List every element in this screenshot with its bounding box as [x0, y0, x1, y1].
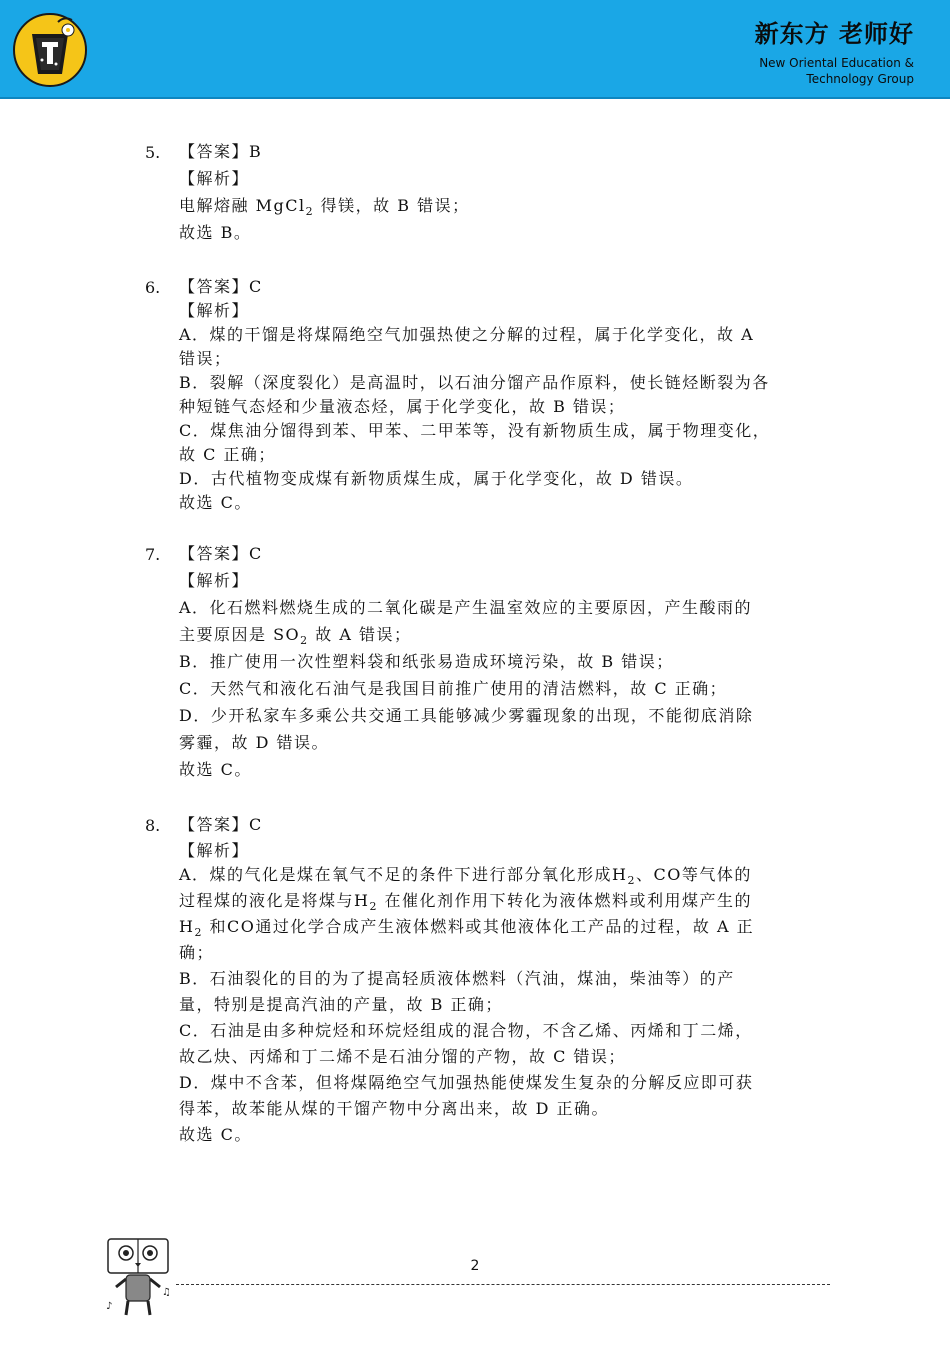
text-run: 故选 C。: [179, 493, 252, 512]
text-run: 确；: [179, 943, 215, 962]
brand-block: [755, 14, 914, 87]
text-run: 故选 C。: [179, 760, 252, 779]
analysis-line: [179, 419, 770, 443]
analysis-line: [179, 194, 470, 224]
analysis-label: 【解析】: [179, 301, 250, 320]
text-run: H: [179, 917, 195, 936]
analysis-line: [179, 677, 727, 701]
question-number: 8.: [145, 816, 161, 835]
new-oriental-logo-icon: [12, 12, 88, 88]
text-run: B．推广使用一次性塑料袋和纸张易造成环境污染，故 B 错误；: [179, 652, 674, 671]
text-run: B．裂解（深度裂化）是高温时，以石油分馏产品作原料，使长链烃断裂为各: [179, 373, 770, 392]
analysis-line: [179, 491, 252, 515]
analysis-label: 【解析】: [179, 571, 250, 590]
text-run: 雾霾，故 D 错误。: [179, 733, 330, 752]
analysis-label: 【解析】: [179, 169, 250, 188]
svg-text:♫: ♫: [162, 1287, 171, 1298]
text-run: 种短链气态烃和少量液态烃，属于化学变化，故 B 错误；: [179, 397, 626, 416]
text-run: D．少开私家车多乘公共交通工具能够减少雾霾现象的出现，不能彻底消除: [179, 706, 754, 725]
text-run: 得镁，故 B 错误；: [314, 196, 470, 215]
text-run: 、CO等气体的: [636, 865, 752, 884]
analysis-label: 【解析】: [179, 841, 250, 860]
owl-mascot-icon: [104, 1235, 172, 1320]
answer-line: 【答案】C: [179, 815, 263, 834]
page-number: 2: [470, 1258, 480, 1274]
analysis-line: [179, 347, 232, 371]
question-number: 6.: [145, 278, 161, 297]
subscript: 2: [627, 874, 637, 888]
text-run: 错误；: [179, 349, 232, 368]
analysis-line: [179, 323, 754, 347]
analysis-line: [179, 1045, 626, 1069]
text-run: 电解熔融 MgCl: [179, 196, 306, 215]
analysis-line: [179, 443, 276, 467]
answer-line: 【答案】B: [179, 142, 263, 161]
text-run: 主要原因是 SO: [179, 625, 301, 644]
answer-line: 【答案】C: [179, 277, 263, 296]
analysis-line: [179, 1019, 753, 1043]
analysis-line: [179, 596, 752, 620]
subscript: 2: [369, 900, 378, 914]
analysis-line: [179, 731, 329, 755]
analysis-line: [179, 967, 735, 991]
text-run: D．古代植物变成煤有新物质煤生成，属于化学变化，故 D 错误。: [179, 469, 694, 488]
analysis-line: [179, 395, 625, 419]
analysis-line: [179, 993, 503, 1017]
text-run: 故 C 正确；: [179, 445, 276, 464]
text-run: A．煤的干馏是将煤隔绝空气加强热使之分解的过程，属于化学变化，故 A: [179, 325, 755, 344]
text-run: 和CO通过化学合成产生液体燃料或其他液体化工产品的过程，故 A 正: [202, 917, 755, 936]
text-run: 故选 B。: [179, 223, 252, 242]
analysis-line: [179, 941, 214, 965]
text-run: A．煤的气化是煤在氧气不足的条件下进行部分氧化形成H: [179, 865, 628, 884]
footer-divider: [176, 1284, 830, 1285]
text-run: C．煤焦油分馏得到苯、甲苯、二甲苯等，没有新物质生成，属于物理变化，: [179, 421, 771, 440]
brand-name-en: New Oriental Education & Technology Group: [759, 56, 914, 86]
text-run: 过程煤的液化是将煤与H: [179, 891, 370, 910]
question-number: 7.: [145, 545, 161, 564]
analysis-line: [179, 1097, 609, 1121]
question-number: 5.: [145, 143, 161, 162]
text-run: C．石油是由多种烷烃和环烷烃组成的混合物，不含乙烯、丙烯和丁二烯，: [179, 1021, 753, 1040]
analysis-line: [179, 758, 252, 782]
analysis-line: [179, 915, 754, 945]
analysis-line: [179, 650, 674, 674]
text-run: 故选 C。: [179, 1125, 252, 1144]
brand-name-cn: 新东方 老师好: [754, 20, 914, 48]
text-run: 故乙炔、丙烯和丁二烯不是石油分馏的产物，故 C 错误；: [179, 1047, 626, 1066]
text-run: 故 A 错误；: [308, 625, 412, 644]
text-run: 在催化剂作用下转化为液体燃料或利用煤产生的: [377, 891, 753, 910]
text-run: A．化石燃料燃烧生成的二氧化碳是产生温室效应的主要原因，产生酸雨的: [179, 598, 753, 617]
text-run: B．石油裂化的目的为了提高轻质液体燃料（汽油，煤油，柴油等）的产: [179, 969, 735, 988]
subscript: 2: [305, 205, 315, 219]
analysis-line: [179, 704, 753, 728]
text-run: C．天然气和液化石油气是我国目前推广使用的清洁燃料，故 C 正确；: [179, 679, 728, 698]
text-run: 量，特别是提高汽油的产量，故 B 正确；: [179, 995, 503, 1014]
analysis-line: [179, 221, 251, 245]
subscript: 2: [194, 926, 203, 940]
page-header: [0, 0, 950, 99]
analysis-line: [179, 1123, 252, 1147]
analysis-line: [179, 371, 770, 395]
text-run: D．煤中不含苯，但将煤隔绝空气加强热能使煤发生复杂的分解反应即可获: [179, 1073, 754, 1092]
svg-text:♪: ♪: [106, 1301, 113, 1312]
text-run: 得苯，故苯能从煤的干馏产物中分离出来，故 D 正确。: [179, 1099, 610, 1118]
analysis-line: [179, 467, 693, 491]
analysis-line: [179, 623, 412, 653]
analysis-line: [179, 1071, 753, 1095]
subscript: 2: [300, 634, 309, 648]
answer-line: 【答案】C: [179, 544, 263, 563]
